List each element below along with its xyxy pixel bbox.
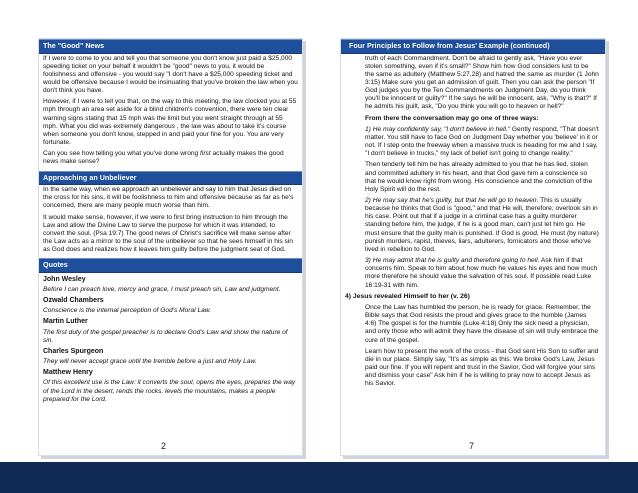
- section-4-paragraph-2: Learn how to present the work of the cross - that God sent His Son to suffer and die in our place. Simply say, "It's as simple as this: We broke God's Law, Jesus paid our fine. If you will repent and trust in the Savior, God will forgive your sins and dismiss your case" Ask him if he is willing to pray now to accept Jesus as his Savior.: [365, 347, 599, 388]
- quote-text: Of this excellent use is the Law: it converts the soul, opens the eyes, prepares the way of the Lord in the desert, rends the rocks, levels the mountains, makes a people prepared for the Lord.: [43, 379, 296, 403]
- unbeliever-body: [39, 185, 302, 258]
- good-news-paragraph-3: [43, 150, 298, 166]
- way-2-text-b: , He must (by nature) punish murders, rapist, thieves, liars, adulterers, fornicators and those who've lived in rebellion to God.: [365, 229, 599, 253]
- right-page: [340, 38, 606, 456]
- way-3-lead: 3) He may admit that he is guilty and therefore going to hell.: [365, 257, 540, 265]
- section-4-title: 4) Jesus revealed Himself to her (v. 26): [345, 292, 470, 300]
- way-1-paragraph: [365, 126, 599, 159]
- quote-text: They will never accept grace until the tremble before a just and Holy Law.: [43, 358, 257, 366]
- good-news-paragraph-1: If I were to come to you and tell you that someone you don't know just paid a $25,000 speeding ticket on your behalf it wouldn't be "good" news to you, it would be foolishness and offensive - you would say "I don't have a $25,000 speeding ticket and would be offensive because I would be insinuating that you've broken the law when you don't think you have.: [43, 54, 298, 95]
- good-news-paragraph-3-start: Can you see how telling you what you've done wrong: [43, 150, 201, 158]
- way-2-paragraph: [365, 197, 599, 254]
- way-1-text: Gently respond, "That doesn't matter. You still have to face God on Judgment Day whether you 'believe' in it or not. If I step onto the freeway when a massive truck is heading for me and I say, "I don't believe in trucks," my lack of belief isn't going to change reality.": [365, 125, 599, 158]
- left-page: [38, 38, 303, 456]
- good-news-paragraph-3-end: actually makes the good news make sense?: [43, 150, 284, 166]
- quotes-list: [39, 273, 302, 408]
- principles-body: [341, 54, 605, 393]
- good-news-emphasis: first: [200, 150, 211, 158]
- intro-paragraph: truth of each Commandment. Don't be afraid to gently ask, "Have you ever stolen something, even if it's small?" Show him how God considers lust to be the same as adultery (Matthew 5:27,28) and hatred the same as murder (1 John 3:15) Make sure you get an admission of guilt. Then you can ask the person "If God judges you by the Ten Commandments on Judgment Day, do you think you'll be innocent or guilty?" If he says he will be innocent, ask, "Why is that?" If he admits his guilt, ask, "Do you think you will go to heaven or hell?": [365, 54, 599, 111]
- unbeliever-header: Approaching an Unbeliever: [39, 171, 302, 186]
- quote-author: Martin Luther: [43, 318, 88, 326]
- quote-author: Ozwald Chambers: [43, 297, 104, 305]
- way-1-followup: Then tenderly tell him he has already admitted to you that he has lied, stolen and committed adultery in his heart, and that God gave him a conscience so that he would know right from wrong. His conscience and the conviction of the Holy Spirit will do the rest.: [365, 161, 593, 193]
- way-3-text: Ask him if that concerns him. Speak to him about how much he values his eyes and how much more therefore he should value the salvation of his soul. If possible read Luke 16:19-31 with him.: [365, 257, 598, 289]
- section-4-paragraph-1: Once the Law has humbled the person, he is ready for grace. Remember, the Bible says that God resists the proud and gives grace to the humble (James 4:6) The gospel is for the humble (Luke 4:18) Only the sick need a physician, and only those who will admit they have the disease of sin will truly embrace the cure of the gospel.: [365, 303, 599, 344]
- quote-text: Conscience is the internal perception of God's Moral Law.: [43, 307, 212, 315]
- quote-text: The first duty of the gospel preacher is to declare God's Law and show the nature of sin.: [43, 328, 288, 344]
- quote-author: Matthew Henry: [43, 369, 93, 377]
- page-number: 2: [161, 441, 167, 451]
- way-1-lead: 1) He may confidently say, "I don't believe in hell.": [365, 125, 511, 133]
- quotes-header: Quotes: [39, 258, 302, 273]
- quote-author: John Wesley: [43, 275, 86, 283]
- way-2-lead: 2) He may say that he's guilty, but that he will go to heaven.: [365, 197, 539, 204]
- good-news-paragraph-2: However, if I were to tell you that, on the way to this meeting, the law clocked you at 55 mph through an area set aside for a blind children's convention, there were ten clear warning signs stating that 15 mph was the limit but you went straight through at 55 mph. What you did was extremely dangerous , the law was about to take it's course when someone you don't know, stepped in and paid your fine for you. You are very fortunate.: [43, 98, 297, 147]
- way-2-text-a: This is usually because he thinks that God is "good," and that He will, therefore, overlook sin in his case. Point out that if a judge in a criminal case has a guilty murderer standing before him, the judge, if he is a good man, can't just let him go. He must ensure that the guilty man is punished. If God is: [365, 197, 598, 237]
- way-3-paragraph: [365, 257, 599, 290]
- ways-heading: From there the conversation may go one of three ways:: [365, 114, 539, 122]
- good-news-body: [39, 54, 302, 171]
- quote-text: Before I can preach love, mercy and grace, I must preach sin, Law and judgment.: [43, 285, 281, 293]
- quote-author: Charles Spurgeon: [43, 347, 104, 355]
- way-2-good: good: [522, 229, 537, 237]
- unbeliever-paragraph-2: It would make sense, however, if we were to first bring instruction to him through the Law and allow the Divine Law to serve the purpose for which it was intended, to convert the soul. (Psa 19:7) The good news of Christ's sacrifice will make sense after the Law acts as a mirror to the soul of the unbeliever so that he sees himself in his sin as God does and realizes how it leaves him guilty before the judgment seat of God.: [43, 213, 293, 254]
- footer-bar: [0, 462, 638, 493]
- good-news-header: The "Good" News: [39, 39, 302, 54]
- page-number: 7: [469, 441, 475, 451]
- unbeliever-paragraph-1: In the same way, when we approach an unbeliever and say to him that Jesus died on the cross for his sins, it will be foolishness to him and offensive because as far as he's concerned, there are many people much worse than him.: [43, 186, 294, 210]
- principles-header: Four Principles to Follow from Jesus' Example (continued): [341, 39, 605, 54]
